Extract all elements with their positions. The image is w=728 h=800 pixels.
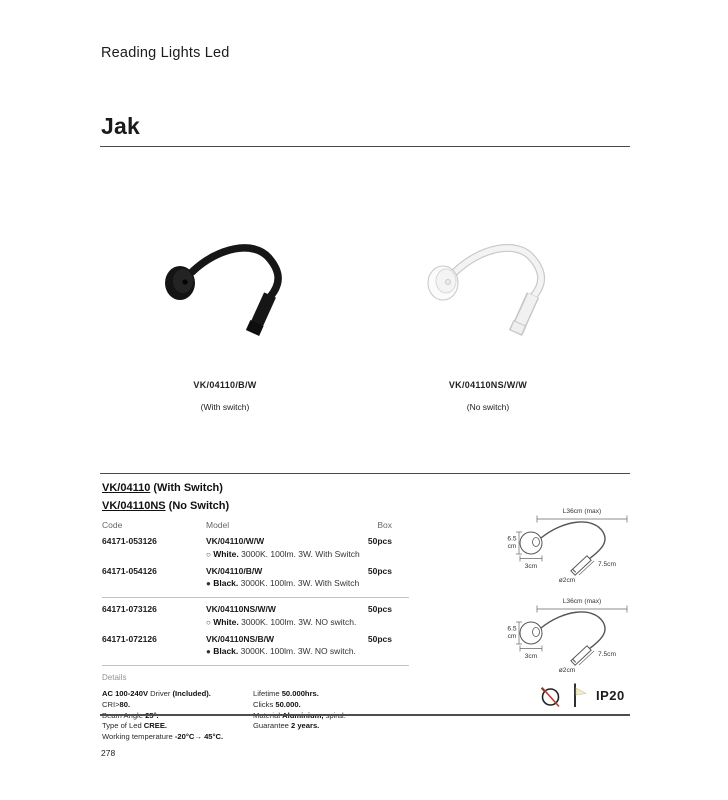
row-description <box>206 578 368 589</box>
table-row <box>102 604 392 628</box>
row-description <box>206 617 368 628</box>
detail-line: Material Aluminium, spiral. <box>253 710 346 720</box>
detail-line: CRI>80. <box>102 699 131 709</box>
row-specs: 3000K. 100lm. 3W. With Switch <box>241 548 360 559</box>
height-dimension-unit: cm <box>507 543 517 550</box>
group-header-no-switch <box>102 497 409 515</box>
product-listing <box>102 479 409 743</box>
dimension-diagram-2 <box>505 592 637 676</box>
height-dimension-value: 6.5 <box>507 535 517 543</box>
white-swatch-icon: ○ <box>206 617 211 627</box>
row-model: VK/04110/B/W <box>206 565 263 576</box>
row-model: VK/04110/W/W <box>206 536 265 546</box>
bottom-divider <box>100 714 630 716</box>
column-header-box: Box <box>377 520 392 530</box>
row-box-qty: 50pcs <box>367 536 392 546</box>
product-variant-label: (No switch) <box>466 402 510 412</box>
non-dimmable-icon <box>538 681 562 709</box>
row-code: 64171-053126 <box>102 536 157 546</box>
group-label: (No Switch) <box>165 500 230 512</box>
ip-rating-label: IP20 <box>596 687 625 703</box>
detail-line: AC 100-240V Driver (Included). <box>102 689 211 698</box>
black-swatch-icon: ● <box>206 647 211 656</box>
adjustable-head-flag-icon <box>571 681 587 709</box>
row-code: 64171-073126 <box>102 604 157 614</box>
row-description <box>206 549 368 560</box>
row-specs: 3000K. 100lm. 3W. NO switch. <box>240 646 356 656</box>
row-specs: 3000K. 100lm. 3W. NO switch. <box>241 616 357 627</box>
diameter-dimension-label: ø2cm <box>558 667 576 674</box>
detail-line: Beam Angle 25°. <box>102 710 159 720</box>
table-row <box>102 566 392 590</box>
row-specs: 3000K. 100lm. 3W. With Switch <box>240 578 360 588</box>
row-main <box>206 536 368 560</box>
product-photo-white-icon <box>413 238 563 348</box>
diameter-dimension-label: ø2cm <box>558 577 576 584</box>
column-header-code: Code <box>102 520 123 530</box>
row-divider <box>102 597 409 598</box>
detail-line: Type of Led CREE. <box>102 721 168 731</box>
row-box-qty: 50pcs <box>367 604 392 614</box>
row-box-qty: 50pcs <box>367 565 392 576</box>
base-dimension-label: 3cm <box>524 653 538 660</box>
row-code: 64171-072126 <box>102 633 157 644</box>
length-dimension-label: L36cm (max) <box>562 598 602 605</box>
details-divider <box>102 665 409 666</box>
head-dimension-label: 7.5cm <box>598 561 616 568</box>
title-divider <box>100 146 630 147</box>
finish-name: White. <box>213 616 239 627</box>
finish-name: Black. <box>213 578 239 588</box>
dimension-diagram-1 <box>505 502 637 586</box>
product-model-label: VK/04110/B/W <box>193 380 257 390</box>
product-model-label: VK/04110NS/W/W <box>448 380 528 390</box>
row-code: 64171-054126 <box>102 565 157 576</box>
white-swatch-icon: ○ <box>206 549 211 559</box>
group-code: VK/04110NS <box>102 500 166 512</box>
finish-name: Black. <box>213 646 239 656</box>
detail-line: Clicks 50.000. <box>253 699 301 709</box>
details-label: Details <box>102 673 127 682</box>
category-heading: Reading Lights Led <box>101 45 230 61</box>
product-photo-black-icon <box>150 238 300 348</box>
detail-line: Guarantee 2 years. <box>253 721 320 731</box>
row-main <box>206 604 368 628</box>
column-headers <box>102 520 392 530</box>
row-main <box>206 566 368 590</box>
row-box-qty: 50pcs <box>367 633 392 644</box>
row-description <box>206 646 368 657</box>
row-model: VK/04110NS/W/W <box>206 604 276 614</box>
group-header-with-switch <box>102 479 409 497</box>
row-model: VK/04110NS/B/W <box>206 633 275 644</box>
black-swatch-icon: ● <box>206 579 211 588</box>
group-label: (With Switch) <box>150 482 223 494</box>
spec-icons <box>538 681 625 709</box>
head-dimension-label: 7.5cm <box>598 651 616 658</box>
length-dimension-label: L36cm (max) <box>562 508 602 515</box>
group-code: VK/04110 <box>102 482 151 494</box>
height-dimension-value: 6.5 <box>507 625 517 633</box>
table-row <box>102 634 392 658</box>
base-dimension-label: 3cm <box>524 563 538 570</box>
page-title: Jak <box>101 113 140 139</box>
height-dimension-unit: cm <box>507 633 517 640</box>
page-number: 278 <box>101 748 116 758</box>
detail-line: Working temperature -20°C→ 45°C. <box>102 732 224 742</box>
column-header-model: Model <box>206 520 230 530</box>
table-row <box>102 536 392 560</box>
product-black <box>110 238 340 418</box>
detail-line: Lifetime 50.000hrs. <box>253 689 319 698</box>
product-variant-label: (With switch) <box>200 402 250 412</box>
table-top-divider <box>100 473 630 474</box>
product-white <box>373 238 603 418</box>
row-main <box>206 634 368 658</box>
finish-name: White. <box>213 548 239 559</box>
